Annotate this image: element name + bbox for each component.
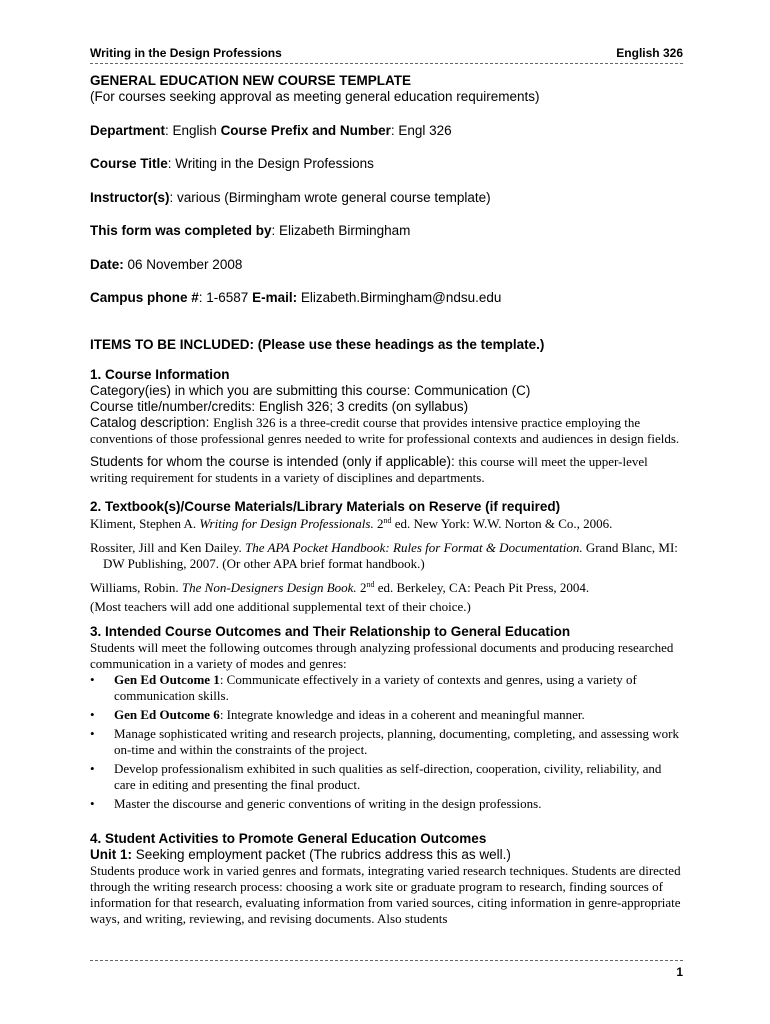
course-prefix-label: Course Prefix and Number xyxy=(220,122,391,138)
department-value: : English xyxy=(165,122,217,138)
ref-title: The Non-Designers Design Book. xyxy=(181,580,357,595)
ref-author: Rossiter, Jill and Ken Dailey. xyxy=(90,540,245,555)
ref-title: Writing for Design Professionals. xyxy=(199,516,374,531)
phone-value: : 1-6587 xyxy=(198,290,249,305)
reference-kliment xyxy=(90,516,683,532)
page-number: 1 xyxy=(676,965,683,979)
intended-text: this course will meet the upper-level writing requirement for students in a variety of disciplines and departments. xyxy=(90,454,648,485)
department-field xyxy=(90,123,683,139)
document-title: GENERAL EDUCATION NEW COURSE TEMPLATE xyxy=(90,73,412,88)
department-label: Department xyxy=(90,122,166,138)
completed-by-value: : Elizabeth Birmingham xyxy=(271,223,411,238)
outcome-text: Manage sophisticated writing and research projects, planning, documenting, completing, and assessing work on-time and within the constraints of the project. xyxy=(114,726,679,757)
bullet: • xyxy=(90,672,95,687)
outcomes-intro: Students will meet the following outcomes through analyzing professional documents and producing researched communication in a variety of modes and genres: xyxy=(90,640,674,671)
instructor-field xyxy=(90,190,683,206)
page-footer xyxy=(90,960,683,979)
ref-title: The APA Pocket Handbook: Rules for Format & Documentation. xyxy=(244,540,583,555)
section-2-heading: 2. Textbook(s)/Course Materials/Library Materials on Reserve (if required) xyxy=(90,499,561,514)
ref-author: Kliment, Stephen A. xyxy=(90,516,200,531)
ref-edition: 2 xyxy=(356,580,367,595)
outcome-text: Develop professionalism exhibited in such qualities as self-direction, cooperation, civility, reliability, and care in editing and presenting the final product. xyxy=(114,761,662,792)
outcome-text: Master the discourse and generic conventions of writing in the design professions. xyxy=(114,796,542,811)
header-course-title: Writing in the Design Professions xyxy=(90,46,282,60)
document-page xyxy=(90,46,683,927)
ref-edition-suffix: nd xyxy=(366,580,375,589)
intended-label: Students for whom the course is intended (only if applicable): xyxy=(90,454,459,469)
section-3-heading: 3. Intended Course Outcomes and Their Relationship to General Education xyxy=(90,624,571,639)
email-value: Elizabeth.Birmingham@ndsu.edu xyxy=(297,290,502,305)
outcomes-list xyxy=(90,672,683,812)
course-title-label: Course Title xyxy=(90,156,168,171)
unit-1-body: Students produce work in varied genres and formats, integrating varied research techniques. Students are directed through the writing research process: choosing a work site or graduate program to research, finding sources of information for that research, evaluating information from varied sources, citing information in genre-appropriate ways, and writing, reviewing, and revising documents. Also students xyxy=(90,863,681,926)
ref-edition-suffix: nd xyxy=(383,516,392,525)
category-line: Category(ies) in which you are submitting this course: Communication (C) xyxy=(90,383,531,398)
credits-line: Course title/number/credits: English 326; 3 credits (on syllabus) xyxy=(90,399,469,414)
date-label: Date: xyxy=(90,256,124,272)
outcome-text: : Integrate knowledge and ideas in a coherent and meaningful manner. xyxy=(219,707,585,722)
ref-author: Williams, Robin. xyxy=(90,580,182,595)
running-header xyxy=(90,46,683,64)
instructor-value: : various (Birmingham wrote general course template) xyxy=(169,189,491,205)
outcome-label: Gen Ed Outcome 6 xyxy=(114,707,220,722)
date-value: 06 November 2008 xyxy=(123,256,243,272)
catalog-label: Catalog description: xyxy=(90,415,214,430)
completed-by-field xyxy=(90,223,683,239)
section-4-heading: 4. Student Activities to Promote General Education Outcomes xyxy=(90,831,487,846)
items-heading: ITEMS TO BE INCLUDED: (Please use these headings as the template.) xyxy=(90,337,545,352)
unit-text: Seeking employment packet (The rubrics address this as well.) xyxy=(132,847,511,862)
intended-students xyxy=(90,454,683,486)
catalog-text: English 326 is a three-credit course that provides intensive practice employing the conventions of those professional genres needed to write for professional contexts and audiences in design fields. xyxy=(90,415,680,446)
course-title-value: : Writing in the Design Professions xyxy=(167,156,374,171)
ref-publisher: ed. Berkeley, CA: Peach Pit Press, 2004. xyxy=(374,580,590,595)
reference-rossiter xyxy=(90,540,683,572)
unit-label: Unit 1: xyxy=(90,847,132,862)
contact-field xyxy=(90,290,683,306)
bullet: • xyxy=(90,726,95,741)
date-field xyxy=(90,257,683,273)
section-1-heading: 1. Course Information xyxy=(90,367,230,382)
textbook-note: (Most teachers will add one additional supplemental text of their choice.) xyxy=(90,599,471,614)
bullet: • xyxy=(90,761,95,776)
list-item xyxy=(90,672,683,704)
catalog-description xyxy=(90,415,683,447)
phone-label: Campus phone # xyxy=(90,290,199,305)
list-item xyxy=(90,726,683,758)
ref-publisher: Grand Blanc, MI: DW Publishing, 2007. (Or other APA brief format handbook.) xyxy=(103,540,678,571)
reference-williams xyxy=(90,580,683,596)
outcome-label: Gen Ed Outcome 1 xyxy=(114,672,220,687)
email-label: E-mail: xyxy=(252,290,298,305)
bullet: • xyxy=(90,707,95,722)
list-item xyxy=(90,707,683,723)
unit-1-line xyxy=(90,847,683,863)
document-subtitle: (For courses seeking approval as meeting general education requirements) xyxy=(90,89,540,104)
list-item xyxy=(90,761,683,793)
course-title-field xyxy=(90,156,683,172)
list-item xyxy=(90,796,683,812)
ref-edition: 2 xyxy=(373,516,384,531)
completed-by-label: This form was completed by xyxy=(90,223,272,238)
bullet: • xyxy=(90,796,95,811)
header-course-number: English 326 xyxy=(616,46,683,60)
ref-publisher: ed. New York: W.W. Norton & Co., 2006. xyxy=(391,516,613,531)
outcome-text: : Communicate effectively in a variety of contexts and genres, using a variety of communication skills. xyxy=(114,672,637,703)
instructor-label: Instructor(s) xyxy=(90,189,170,205)
course-prefix-value: : Engl 326 xyxy=(390,122,452,138)
